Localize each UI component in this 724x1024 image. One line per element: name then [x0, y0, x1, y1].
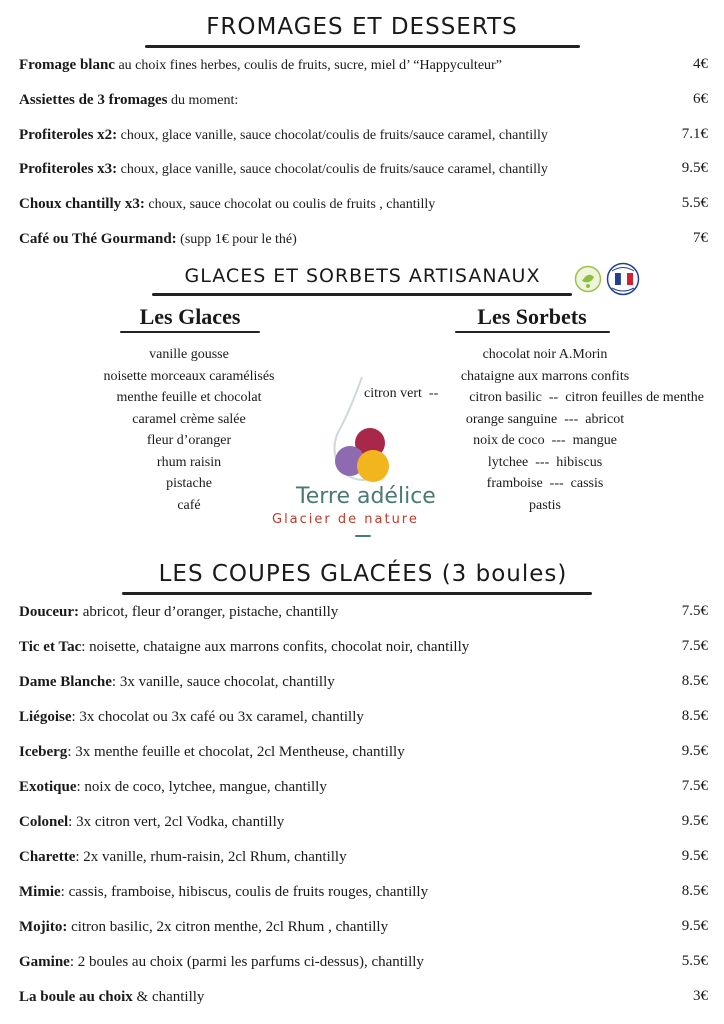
menu-item [19, 883, 708, 905]
menu-item-description: : cassis, framboise, hibiscus, coulis de fruits rouges, chantilly [60, 884, 429, 900]
flavor-item: noix de coco --- mangue [473, 433, 617, 448]
menu-item-name: Assiettes de 3 fromages [19, 91, 168, 108]
flavor-item: orange sanguine --- abricot [465, 411, 625, 427]
logo-subtitle: Glacier de nature [272, 512, 419, 527]
menu-item [19, 91, 708, 113]
menu-item-description: : 3x menthe feuille et chocolat, 2cl Mentheuse, chantilly [67, 744, 405, 760]
menu-item-name: Douceur: [19, 604, 79, 620]
menu-item-name: Dame Blanche [19, 674, 112, 690]
origine-france-badge-icon [606, 262, 640, 296]
menu-item-price: 7.5€ [681, 638, 708, 654]
menu-item-description: (supp 1€ pour le thé) [176, 232, 297, 247]
menu-item [19, 708, 708, 730]
terre-adelice-logo-icon [322, 375, 402, 487]
menu-item [19, 988, 708, 1010]
glaces-subtitle: Les Glaces [139, 304, 241, 329]
menu-item-price: 5.5€ [681, 195, 708, 212]
menu-item-price: 9.5€ [681, 918, 708, 934]
menu-item-name: Profiteroles x2: [19, 126, 118, 143]
subtitle-underline [120, 331, 260, 333]
menu-item-price: 7.5€ [681, 778, 708, 794]
menu-item [19, 195, 708, 217]
menu-item-name: Iceberg [19, 744, 68, 760]
menu-item-price: 3€ [693, 988, 708, 1004]
flavor-item: lytchee --- hibiscus [487, 454, 603, 470]
flavor-item: vanille gousse [149, 347, 229, 362]
menu-item-description: : noisette, chataigne aux marrons confits, chocolat noir, chantilly [81, 639, 470, 655]
flavor-item: menthe feuille et chocolat [116, 390, 262, 405]
menu-item-description: : 3x citron vert, 2cl Vodka, chantilly [68, 814, 285, 830]
menu-item-price: 7.5€ [681, 603, 708, 619]
menu-item-description: choux, glace vanille, sauce chocolat/coulis de fruits/sauce caramel, chantilly [117, 162, 548, 178]
glaces-flavor-list [60, 344, 318, 516]
section-title-glaces: GLACES ET SORBETS ARTISANAUX [184, 265, 541, 287]
title-underline [122, 592, 592, 595]
menu-item [19, 918, 708, 940]
menu-item [19, 56, 708, 78]
logo-title: Terre adélice [296, 484, 436, 509]
flavor-item: rhum raisin [156, 454, 222, 470]
menu-item-description: & chantilly [132, 989, 205, 1005]
menu-item-price: 7.1€ [681, 125, 708, 142]
menu-item-price: 6€ [693, 90, 708, 107]
section-title-coupes: LES COUPES GLACÉES (3 boules) [158, 561, 568, 587]
menu-item-description: au choix fines herbes, coulis de fruits, sucre, miel d’ “Happyculteur” [114, 58, 502, 73]
flavor-item: fleur d’oranger [146, 433, 232, 448]
logo-swoosh [355, 535, 371, 537]
menu-item-description: du moment: [167, 92, 239, 108]
sorbets-flavor-list [400, 344, 704, 516]
menu-item-name: Café ou Thé Gourmand: [19, 231, 177, 247]
menu-item [19, 953, 708, 975]
flavor-item: pistache [166, 476, 212, 491]
subtitle-underline [455, 331, 610, 333]
flavor-item: noisette morceaux caramélisés [103, 368, 275, 384]
title-underline [145, 45, 580, 48]
menu-item-name: Tic et Tac [19, 639, 82, 655]
bio-badge-icon [574, 265, 602, 293]
menu-item [19, 848, 708, 870]
menu-item-price: 8.5€ [681, 708, 708, 724]
menu-item-description: abricot, fleur d’oranger, pistache, chantilly [79, 604, 339, 620]
menu-item-price: 7€ [693, 230, 708, 246]
menu-item [19, 160, 708, 182]
menu-item-name: Exotique [19, 779, 77, 795]
menu-item-name: Gamine [19, 954, 70, 970]
flavor-item: citron basilic -- citron feuilles de menthe [469, 390, 704, 405]
menu-item-name: La boule au choix [19, 989, 133, 1005]
menu-item-price: 9.5€ [681, 813, 708, 829]
flavor-item: caramel crème salée [132, 411, 246, 427]
menu-item [19, 778, 708, 800]
menu-item-description: citron basilic, 2x citron menthe, 2cl Rhum , chantilly [67, 919, 389, 935]
flavor-item: pastis [529, 497, 561, 513]
menu-item-name: Choux chantilly x3: [19, 196, 145, 213]
menu-item [19, 813, 708, 835]
section-title-fromages: FROMAGES ET DESSERTS [206, 14, 518, 40]
menu-item-description: : noix de coco, lytchee, mangue, chantilly [76, 779, 327, 795]
menu-item-price: 8.5€ [681, 673, 708, 689]
menu-item [19, 126, 708, 148]
menu-item-name: Mimie [19, 884, 61, 900]
flavor-item: framboise --- cassis [486, 476, 604, 491]
menu-item-description: : 2x vanille, rhum-raisin, 2cl Rhum, chantilly [75, 849, 347, 865]
menu-item [19, 603, 708, 625]
menu-item-name: Charette [19, 849, 76, 865]
menu-item [19, 230, 708, 252]
sorbet-citron-vert: citron vert -- [364, 386, 439, 401]
menu-item-description: choux, sauce chocolat ou coulis de fruits , chantilly [144, 197, 436, 213]
menu-item-price: 9.5€ [681, 743, 708, 759]
flavor-item: café [177, 497, 201, 513]
menu-item-name: Mojito: [19, 919, 68, 935]
menu-item [19, 638, 708, 660]
menu-item [19, 743, 708, 765]
menu-item-price: 5.5€ [681, 953, 708, 969]
menu-item-price: 8.5€ [681, 883, 708, 899]
menu-item-description: : 3x chocolat ou 3x café ou 3x caramel, chantilly [71, 709, 364, 725]
title-underline [152, 293, 572, 296]
menu-item-name: Profiteroles x3: [19, 161, 118, 178]
menu-item-description: : 3x vanille, sauce chocolat, chantilly [111, 674, 335, 690]
menu-item [19, 673, 708, 695]
menu-item-description: choux, glace vanille, sauce chocolat/coulis de fruits/sauce caramel, chantilly [117, 127, 548, 143]
menu-item-price: 4€ [693, 56, 708, 72]
menu-item-description: : 2 boules au choix (parmi les parfums ci-dessus), chantilly [69, 954, 424, 970]
flavor-item: chataigne aux marrons confits [460, 368, 630, 384]
menu-item-name: Colonel [19, 814, 69, 830]
sorbets-subtitle: Les Sorbets [477, 304, 587, 329]
menu-item-name: Fromage blanc [19, 57, 115, 73]
menu-item-name: Liégoise [19, 709, 72, 725]
menu-item-price: 9.5€ [681, 848, 708, 864]
flavor-item: chocolat noir A.Morin [482, 347, 608, 362]
menu-item-price: 9.5€ [681, 160, 708, 177]
